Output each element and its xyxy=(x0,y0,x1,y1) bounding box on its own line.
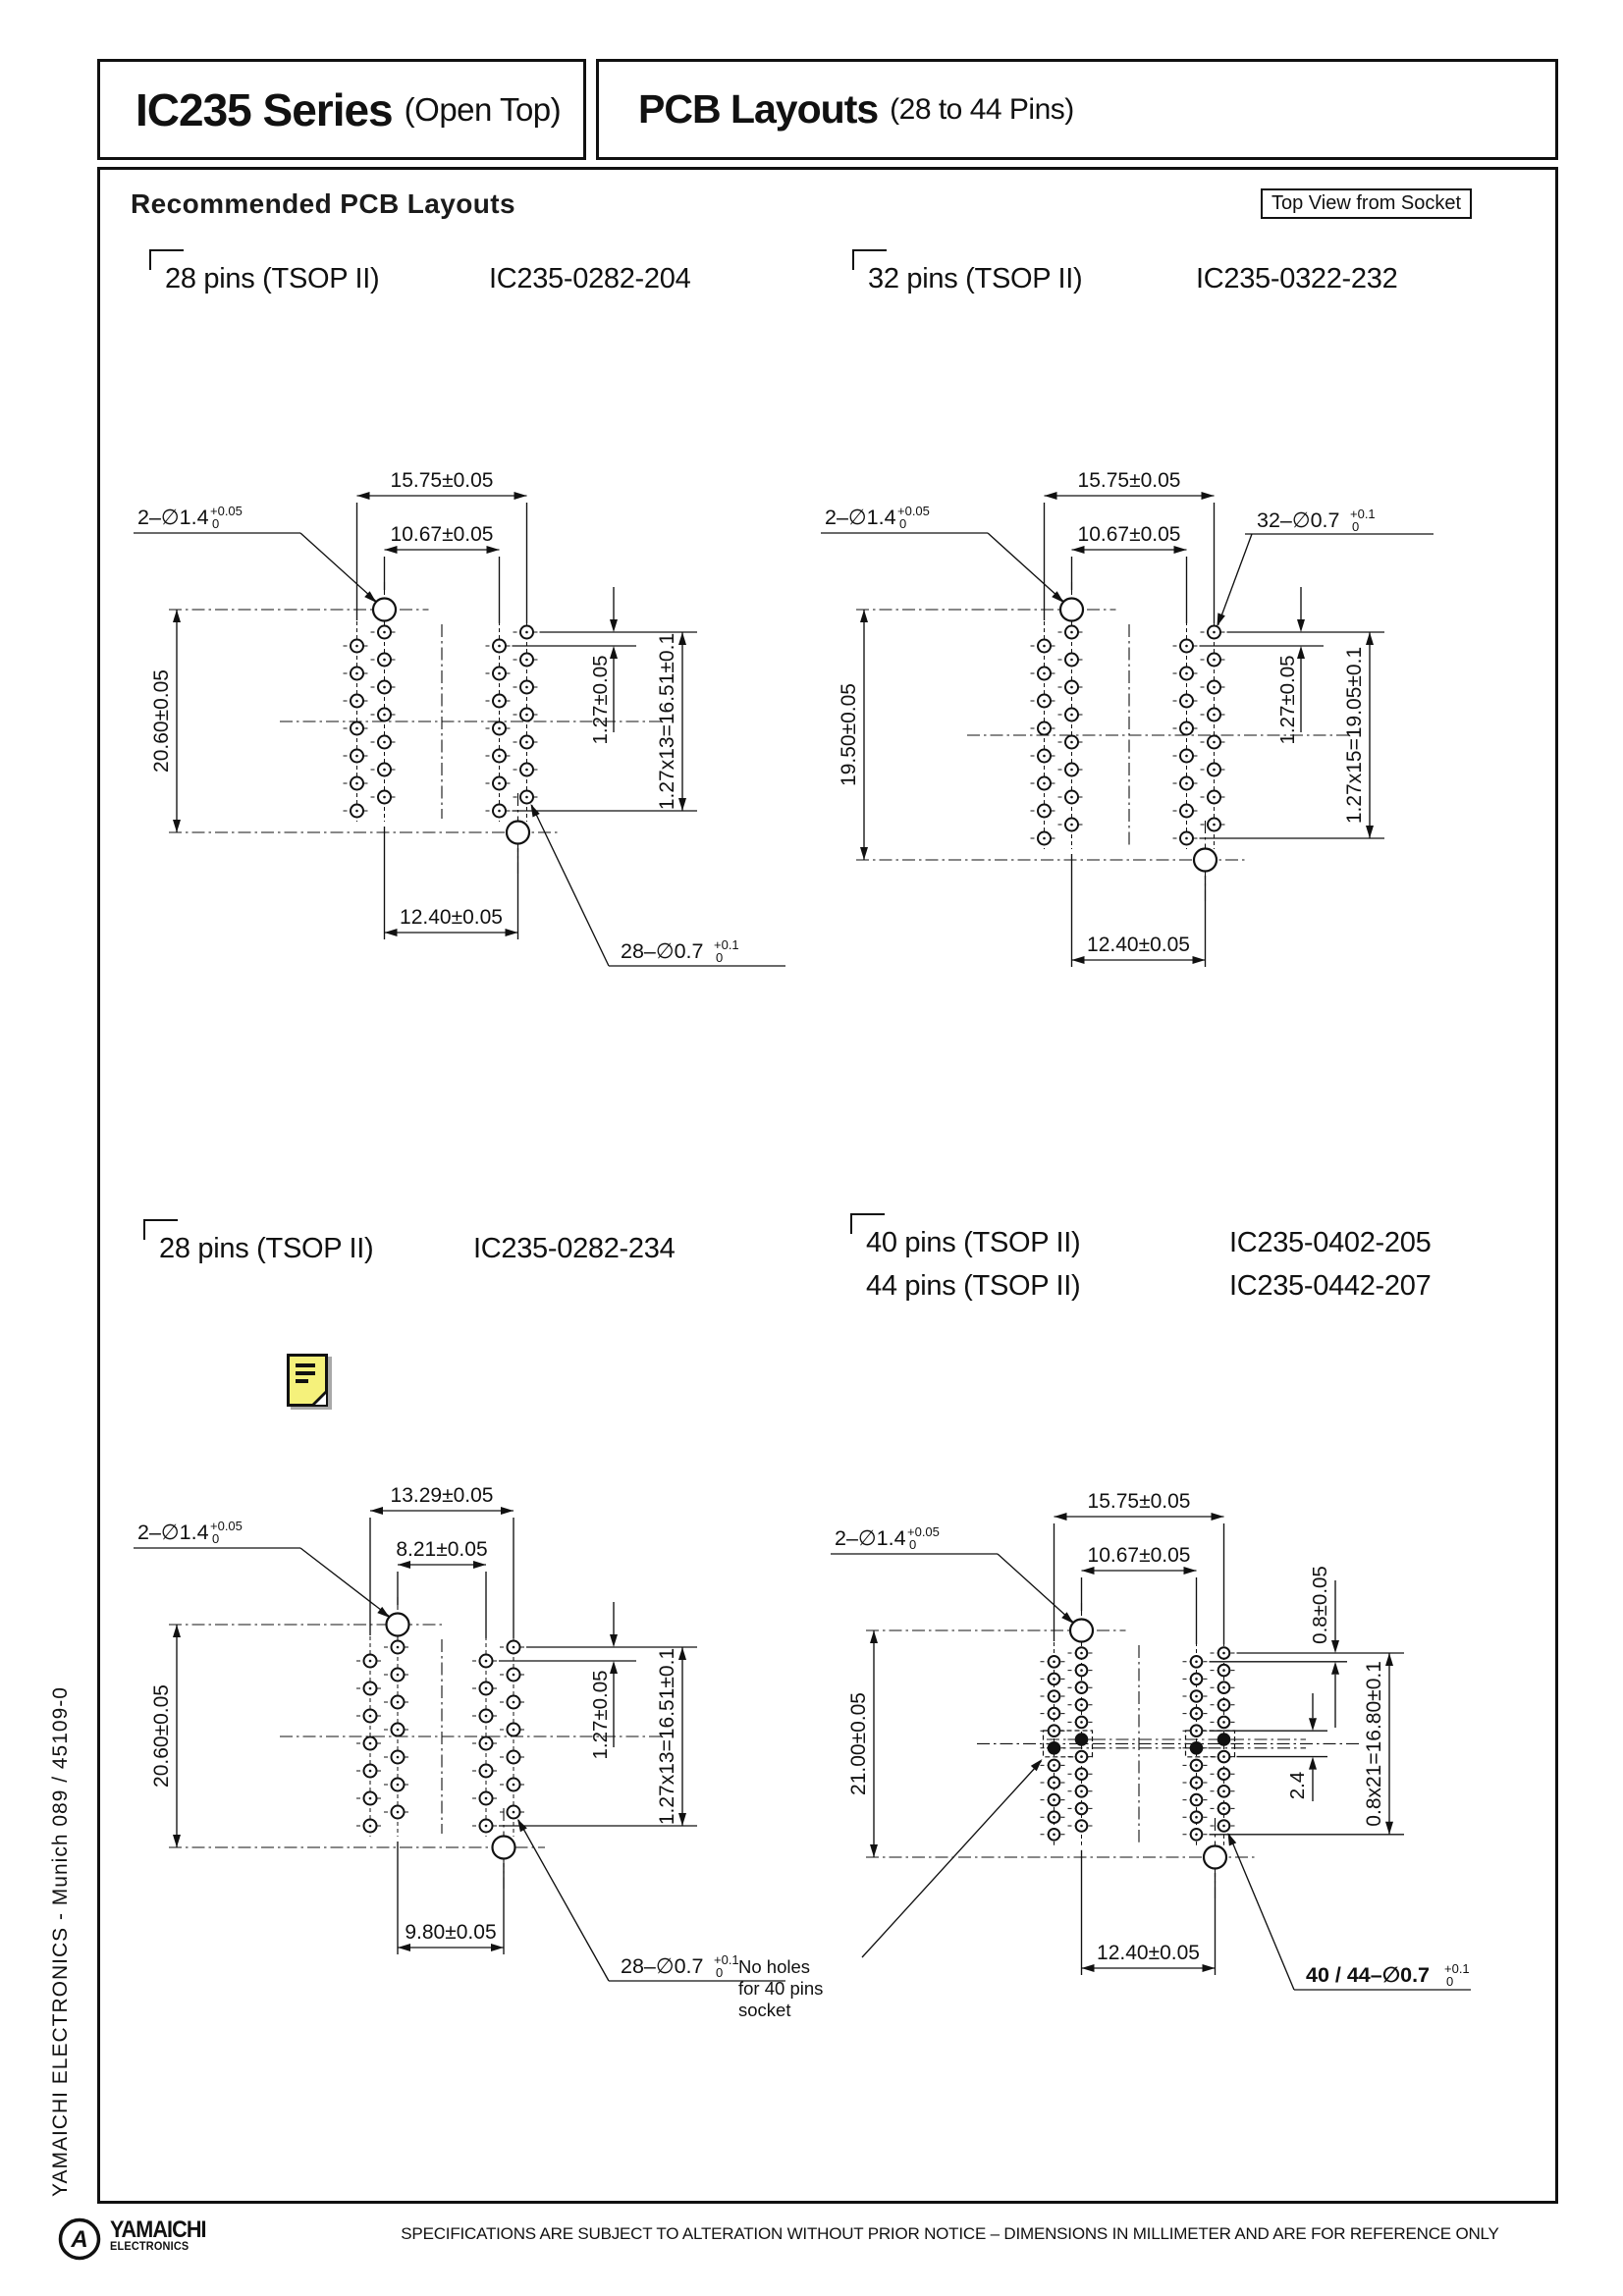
dim-bottom-width: 12.40±0.05 xyxy=(1087,934,1190,956)
header-series-text xyxy=(135,62,561,157)
dim-stagger: 0.8±0.05 xyxy=(1309,1566,1331,1644)
dim-height: 21.00±0.05 xyxy=(847,1692,870,1795)
holes-callout-tol-sub: 0 xyxy=(212,516,220,531)
header-topic-box xyxy=(596,59,1558,160)
topic-title: PCB Layouts xyxy=(638,86,879,132)
series-subtitle: (Open Top) xyxy=(404,90,562,128)
dim-gap: 2.4 xyxy=(1286,1771,1309,1800)
drawing-28pin-0282-234 xyxy=(118,1437,785,2046)
dim-bottom-width: 12.40±0.05 xyxy=(400,906,503,929)
header-topic-text xyxy=(638,62,1074,157)
pads-callout-tol-sub: 0 xyxy=(1352,519,1360,534)
pads-callout: 32–∅0.7 xyxy=(1257,508,1340,532)
section-heading: Recommended PCB Layouts xyxy=(131,188,515,219)
dim-inner-width: 10.67±0.05 xyxy=(1077,523,1181,546)
dim-row-span: 0.8x21=16.80±0.1 xyxy=(1363,1661,1385,1827)
drawing2-title xyxy=(868,263,1397,295)
dim-height: 20.60±0.05 xyxy=(150,1684,173,1788)
drawing3-part-number: IC235-0282-234 xyxy=(473,1233,676,1264)
dim-outer-width: 15.75±0.05 xyxy=(1087,1490,1191,1513)
pads-callout-tol-sup: +0.1 xyxy=(714,937,739,952)
dim-pitch: 1.27±0.05 xyxy=(1276,655,1299,745)
drawing4-title-row1 xyxy=(866,1227,1431,1259)
footer-notice: SPECIFICATIONS ARE SUBJECT TO ALTERATION WITHOUT PRIOR NOTICE – DIMENSIONS IN MILLIMETER AND ARE FOR REFERENCE ONLY xyxy=(401,2224,1499,2243)
pads-callout-tol-sub: 0 xyxy=(716,1965,724,1980)
series-title: IC235 Series xyxy=(135,83,393,135)
drawing-40-44pin xyxy=(736,1443,1483,2052)
dim-outer-width: 13.29±0.05 xyxy=(390,1484,494,1507)
holes-callout-tol-sup: +0.05 xyxy=(210,1519,243,1533)
dim-outer-width: 15.75±0.05 xyxy=(390,469,494,492)
drawing4-pincount-44: 44 pins (TSOP II) xyxy=(866,1270,1081,1302)
drawing4-part-number-44: IC235-0442-207 xyxy=(1229,1270,1432,1302)
holes-callout-tol-sub: 0 xyxy=(212,1531,220,1546)
dim-inner-width: 10.67±0.05 xyxy=(1087,1544,1191,1567)
no-holes-note-line2: for 40 pins xyxy=(738,1978,824,1999)
pads-callout: 28–∅0.7 xyxy=(621,1954,704,1978)
corner-bracket-icon xyxy=(852,249,887,270)
drawing2-part-number: IC235-0322-232 xyxy=(1196,263,1398,294)
holes-callout-tol-sub: 0 xyxy=(909,1537,917,1552)
drawing-28pin-0282-204 xyxy=(118,422,785,1031)
dim-height: 19.50±0.05 xyxy=(838,683,860,786)
pads-callout: 40 / 44–∅0.7 xyxy=(1306,1963,1431,1987)
dim-pitch: 1.27±0.05 xyxy=(589,655,612,745)
dim-row-span: 1.27x15=19.05±0.1 xyxy=(1343,646,1366,825)
holes-callout: 2–∅1.4 xyxy=(137,1521,209,1544)
dim-pitch: 1.27±0.05 xyxy=(589,1670,612,1760)
yamaichi-logo-icon xyxy=(57,2216,102,2262)
dim-inner-width: 10.67±0.05 xyxy=(390,523,494,546)
holes-callout: 2–∅1.4 xyxy=(835,1526,906,1550)
drawing3-title xyxy=(159,1233,675,1265)
dim-row-span: 1.27x13=16.51±0.1 xyxy=(656,632,678,811)
dim-outer-width: 15.75±0.05 xyxy=(1077,469,1181,492)
holes-callout-tol-sup: +0.05 xyxy=(907,1524,940,1539)
drawing4-title-row2 xyxy=(866,1270,1431,1303)
dim-bottom-width: 9.80±0.05 xyxy=(405,1921,497,1944)
no-holes-note-line3: socket xyxy=(738,2000,791,2020)
drawing4-pincount-40: 40 pins (TSOP II) xyxy=(866,1227,1229,1259)
holes-callout-tol-sub: 0 xyxy=(899,516,907,531)
holes-callout-tol-sup: +0.05 xyxy=(897,504,930,518)
pads-callout-tol-sup: +0.1 xyxy=(714,1952,739,1967)
corner-bracket-icon xyxy=(850,1213,885,1234)
drawing1-part-number: IC235-0282-204 xyxy=(489,263,691,294)
holes-callout-tol-sup: +0.05 xyxy=(210,504,243,518)
dim-height: 20.60±0.05 xyxy=(150,669,173,773)
note-icon[interactable] xyxy=(287,1354,328,1407)
header-series-box xyxy=(97,59,586,160)
logo-text xyxy=(110,2216,216,2253)
pads-callout: 28–∅0.7 xyxy=(621,939,704,963)
drawing1-title xyxy=(165,263,690,295)
pads-callout-tol-sup: +0.1 xyxy=(1444,1961,1470,1976)
logo-secondary: ELECTRONICS xyxy=(110,2241,189,2253)
drawing1-pincount: 28 pins (TSOP II) xyxy=(165,263,489,295)
drawing2-pincount: 32 pins (TSOP II) xyxy=(868,263,1196,295)
corner-bracket-icon xyxy=(149,249,184,270)
pads-callout-tol-sub: 0 xyxy=(1446,1974,1454,1989)
drawing4-part-number-40: IC235-0402-205 xyxy=(1229,1227,1432,1258)
pads-callout-tol-sup: +0.1 xyxy=(1350,507,1376,521)
corner-bracket-icon xyxy=(143,1219,178,1240)
footer xyxy=(0,2211,1623,2289)
dim-bottom-width: 12.40±0.05 xyxy=(1097,1942,1200,1964)
drawing-32pin-0322-232 xyxy=(805,422,1473,1031)
topic-subtitle: (28 to 44 Pins) xyxy=(890,92,1074,126)
dim-inner-width: 8.21±0.05 xyxy=(396,1538,488,1561)
pads-callout-tol-sub: 0 xyxy=(716,950,724,965)
holes-callout: 2–∅1.4 xyxy=(825,506,896,529)
dim-row-span: 1.27x13=16.51±0.1 xyxy=(656,1647,678,1826)
view-orientation-badge: Top View from Socket xyxy=(1261,188,1472,219)
no-holes-note-line1: No holes xyxy=(738,1956,811,1977)
svg-text:A: A xyxy=(71,2226,88,2253)
logo-primary: YAMAICHI xyxy=(110,2216,206,2243)
company-logo xyxy=(57,2216,216,2262)
drawing3-pincount: 28 pins (TSOP II) xyxy=(159,1233,473,1265)
holes-callout: 2–∅1.4 xyxy=(137,506,209,529)
sidebar-vertical-text: YAMAICHI ELECTRONICS - Munich 089 / 45109-0 xyxy=(49,1686,72,2197)
